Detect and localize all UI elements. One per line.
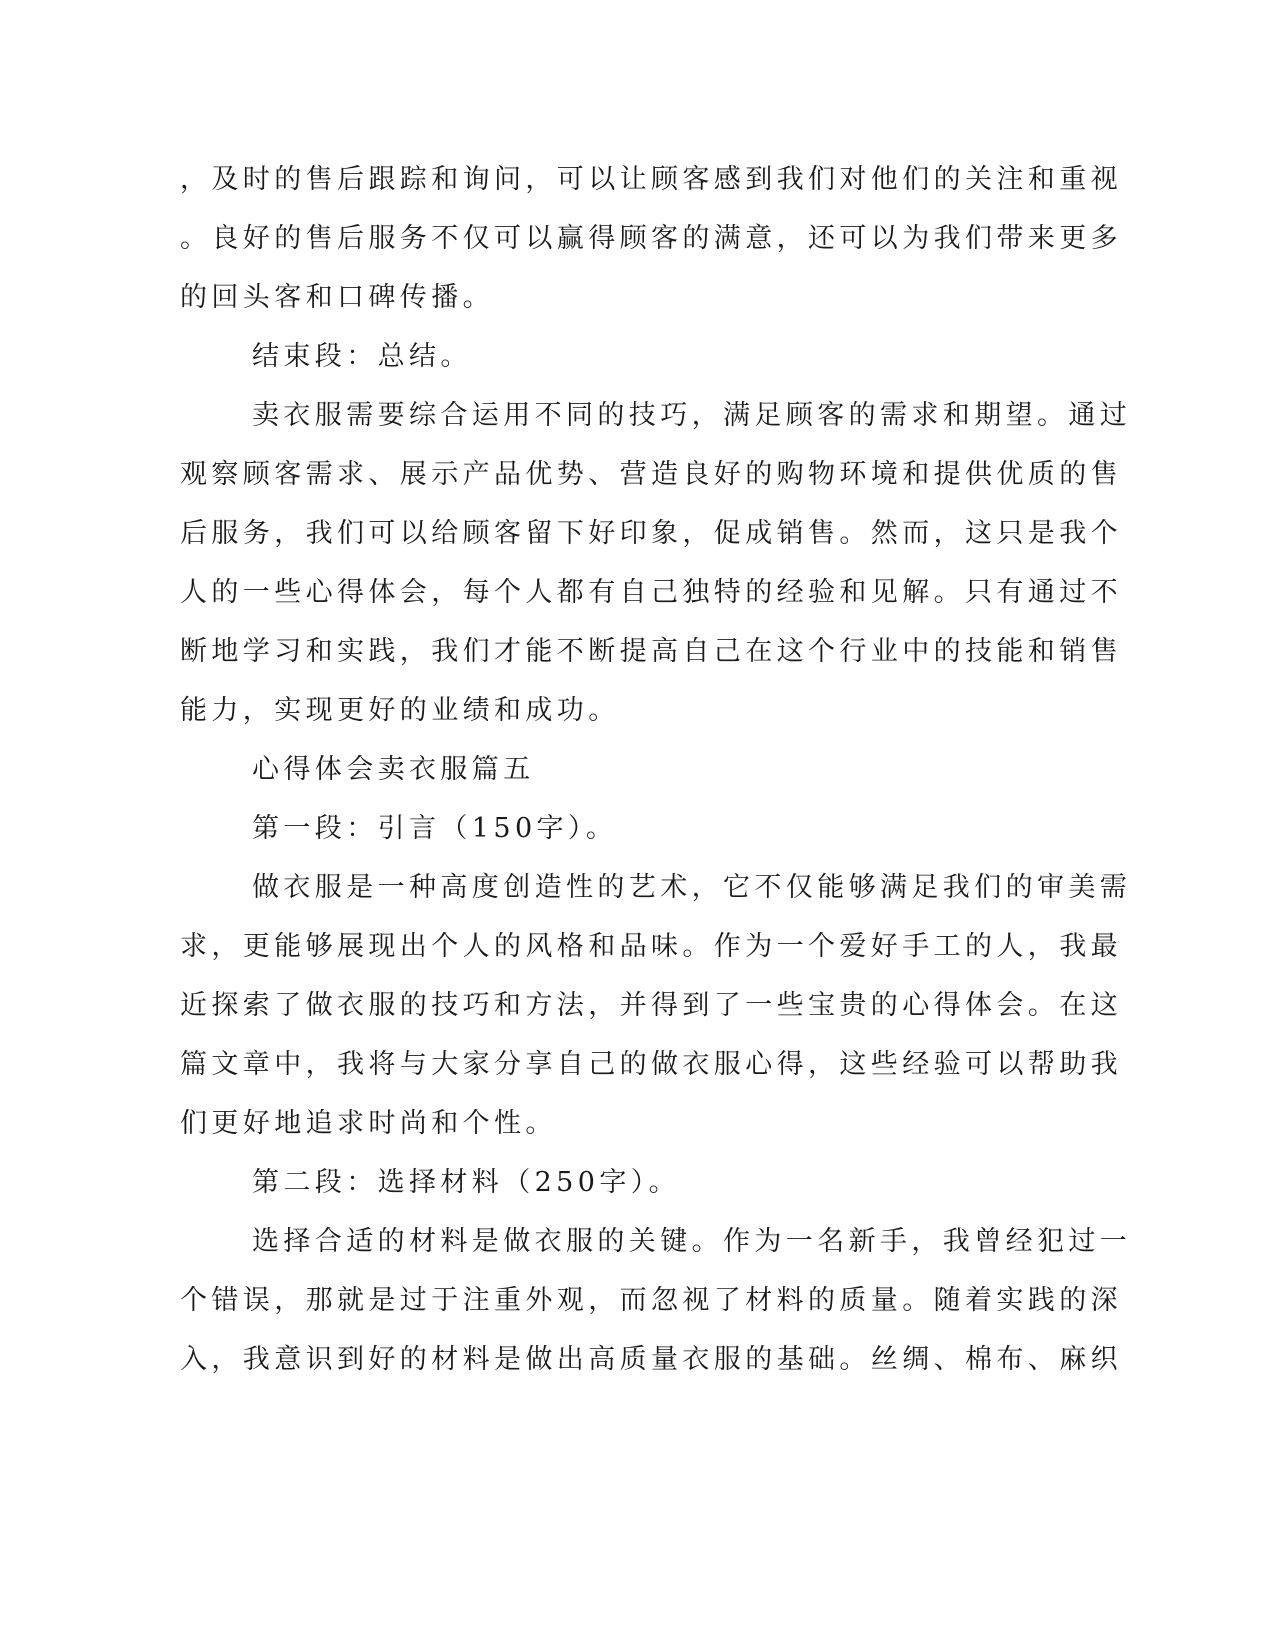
text-line: 能力，实现更好的业绩和成功。 [180,695,620,726]
text-line: 篇文章中，我将与大家分享自己的做衣服心得，这些经验可以帮助我 [180,1049,1122,1080]
text-line: ，及时的售后跟踪和询问，可以让顾客感到我们对他们的关注和重视 [180,164,1122,195]
text-line: 们更好地追求时尚和个性。 [180,1108,557,1139]
text-line: 做衣服是一种高度创造性的艺术，它不仅能够满足我们的审美需 [252,872,1132,903]
section-heading: 第一段：引言（150字）。 [252,813,618,844]
text-line: 后服务，我们可以给顾客留下好印象，促成销售。然而，这只是我个 [180,518,1122,549]
text-line: 断地学习和实践，我们才能不断提高自己在这个行业中的技能和销售 [180,636,1122,667]
article-title: 心得体会卖衣服篇五 [252,754,535,785]
text-line: 。良好的售后服务不仅可以赢得顾客的满意，还可以为我们带来更多 [180,223,1122,254]
text-line: 卖衣服需要综合运用不同的技巧，满足顾客的需求和期望。通过 [252,400,1132,431]
text-line: 入，我意识到好的材料是做出高质量衣服的基础。丝绸、棉布、麻织 [180,1344,1122,1375]
text-line: 的回头客和口碑传播。 [180,282,494,313]
text-line: 求，更能够展现出个人的风格和品味。作为一个爱好手工的人，我最 [180,931,1122,962]
text-line: 个错误，那就是过于注重外观，而忽视了材料的质量。随着实践的深 [180,1285,1122,1316]
text-line: 人的一些心得体会，每个人都有自己独特的经验和见解。只有通过不 [180,577,1122,608]
text-line: 选择合适的材料是做衣服的关键。作为一名新手，我曾经犯过一 [252,1226,1132,1257]
section-heading: 结束段：总结。 [252,341,472,372]
text-line: 近探索了做衣服的技巧和方法，并得到了一些宝贵的心得体会。在这 [180,990,1122,1021]
text-line: 观察顾客需求、展示产品优势、营造良好的购物环境和提供优质的售 [180,459,1122,490]
section-heading: 第二段：选择材料（250字）。 [252,1167,681,1198]
